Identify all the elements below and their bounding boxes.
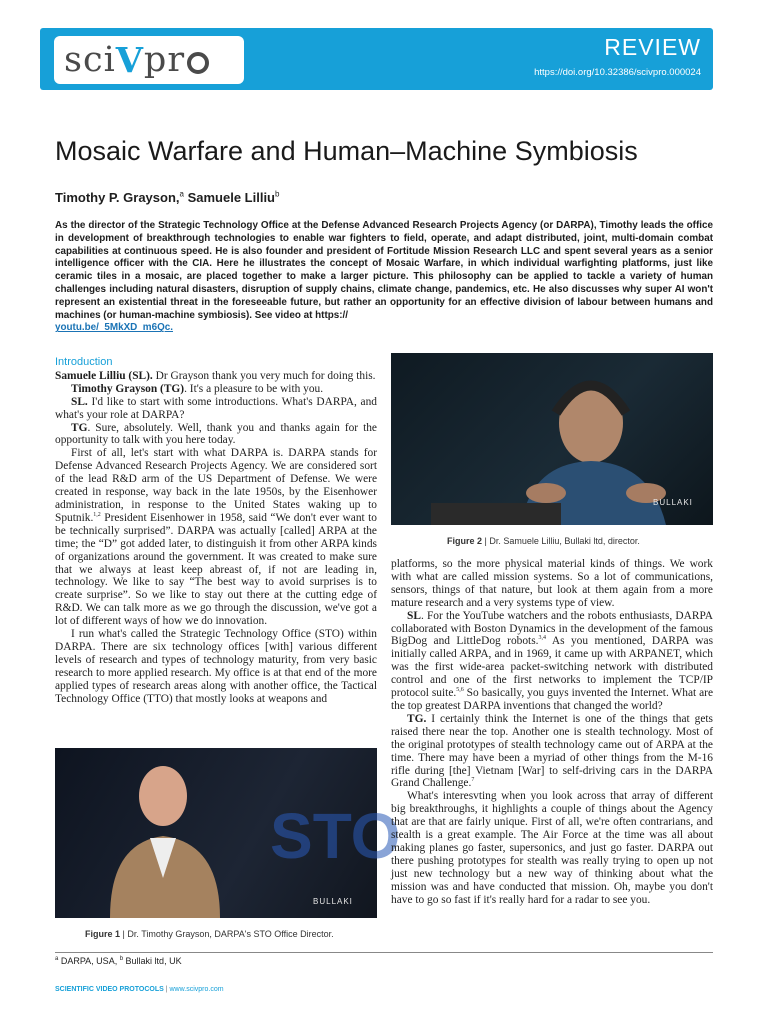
hand [526,483,566,503]
affil-text: DARPA, USA, [58,956,120,966]
page-footer [55,986,224,993]
left-column [55,356,377,705]
paragraph [55,383,377,396]
figure-label: Figure 2 [447,536,483,546]
header-banner [40,28,713,90]
figure-2-image [391,353,713,525]
citation[interactable]: 1,2 [93,512,101,519]
citation[interactable]: 5,6 [456,687,464,694]
paragraph-text: So basically, you guys invented the Internet. What are the top greatest DARPA inventions that changed the world? [391,687,714,712]
speaker-label: SL. [71,395,88,408]
abstract-text: As the director of the Strategic Technology Office at the Defense Advanced Research Projects Agency (or DARPA), Timothy leads the office in development of breakthrough technologies to enable war fighters to field, operate, and adapt distributed, joint, multi-domain combat capabilities at continuous speed. He is also founder and president of Fortitude Mission Research LLC and spent several years as a senior intelligence officer with the CIA. Here he illustrates the concept of Mosaic Warfare, in which individual warfighting platforms, just like ceramic tiles in a mosaic, are placed together to make a larger picture. This philosophy can be applied to tackle a variety of human challenges including natural disasters, disruption of supply chains, climate change, pandemics, etc. He also discusses why super AI won't represent an existential threat in the foreseeable future, but rather an opportunity for an effective division of labour between humans and machines (or human-machine symbiosis). See video at https:// [55,220,713,321]
paragraph-text: . For the YouTube watchers and the robots enthusiasts, DARPA collaborated with Boston Dynamics in the development of the famous BigDog and LittleDog robots. [391,609,713,648]
paragraph [391,713,713,790]
website-link[interactable]: www.scivpro.com [169,986,224,993]
person-head [139,766,187,826]
journal-name: SCIENTIFIC VIDEO PROTOCOLS [55,986,164,993]
paragraph [55,422,377,448]
article-title: Mosaic Warfare and Human–Machine Symbiosis [55,136,638,166]
desk [431,503,561,525]
watermark: BULLAKI [313,897,353,906]
author-grayson: Timothy P. Grayson, [55,190,180,205]
paragraph-text: As you mentioned, DARPA was initially called ARPA, and in 1969, it came up with ARPANET, which was the first wide-area packet-switching network with distributed control and one of the first networks to implement the TCP/IP protocol suite. [391,635,713,700]
affiliation-footnote [55,956,182,966]
figure-2-photo [391,353,713,525]
paragraph [55,628,377,705]
author-affil-a: a [179,189,184,199]
speaker-label: TG [71,421,88,434]
citation[interactable]: 3,4 [538,635,547,642]
affil-text: Bullaki ltd, UK [123,956,182,966]
video-link[interactable]: youtu.be/_5MkXD_m6Qc. [55,322,173,334]
paragraph-text: . It's a pleasure to be with you. [184,382,324,395]
paragraph [55,447,377,628]
logo-text-v: V [115,39,144,81]
speaker-label: Timothy Grayson (TG) [71,382,185,395]
speaker-label: SL [407,609,421,622]
footnote-divider [55,952,713,953]
speaker-label: TG. [407,712,427,725]
logo-text-pr: pr [143,40,186,80]
paragraph [391,790,713,906]
paragraph [55,370,377,383]
section-label: REVIEW [604,34,701,60]
figure-1-caption [85,929,334,939]
watermark: BULLAKI [653,498,693,507]
section-heading-introduction: Introduction [55,356,113,368]
paragraph-text: platforms, so the more physical material kinds of things. We work with what are called mission systems. So a lot of communications, sensors, things of that nature, but look at them again from a more mature research and a very systems type of view. [391,558,713,609]
figure-1-image [55,748,401,918]
paragraph-text: . Sure, absolutely. Well, thank you and thanks again for the opportunity to talk with you here today. [55,421,377,447]
paragraph-text: First of all, let's start with what DARPA is. DARPA stands for Defense Advanced Research Projects Agency. We are considered sort of the lead R&D arm of the US Department of Defense. We were created in response, way back in the late 1950s, by the Eisenhower administration, in response to the United States waking up to Sputnik. [55,447,377,524]
right-column [391,558,713,906]
figure-1-photo [55,748,401,918]
scivpro-logo[interactable] [54,36,244,84]
citation[interactable]: 7 [471,777,475,784]
paragraph [55,396,377,422]
abstract [55,220,713,335]
figure-label: Figure 1 [85,929,121,939]
paragraph-text: I'd like to start with some introductions. What's DARPA, and what's your role at DARPA? [55,395,377,421]
author-affil-b: b [275,189,280,199]
affil-marker: b [119,956,124,962]
author-line [55,190,279,205]
caption-text: | Dr. Samuele Lilliu, Bullaki ltd, director. [482,536,640,546]
figure-2-caption [447,536,640,546]
footer-separator: | [163,986,170,993]
paragraph [391,610,713,713]
affil-marker: a [55,956,59,962]
sto-sign: STO [270,800,401,872]
paragraph-text: I run what's called the Strategic Technology Office (STO) within DARPA. There are six technology offices [with] various different levels of research and types of technology maturity, from very basic research to more applied research. My office is at that end of the more applied types of research areas along with another office, the Tactical Technology Office (TTO) that mostly looks at weapons and [55,628,377,705]
author-lilliu: Samuele Lilliu [183,190,275,205]
paragraph-text: Dr Grayson thank you very much for doing this. [152,369,376,382]
logo-o-icon [187,52,209,74]
paragraph-text: I certainly think the Internet is one of the things that gets raised there near the top. Another one is stealth technology. Most of the original prototypes of stealth technology came out of ARPA at the time. There may have been a myriad of other things from the M-16 rifle during [the] Vietnam [War] to self-driving cars in the DARPA Grand Challenge. [391,712,713,790]
speaker-label: Samuele Lilliu (SL). [55,369,153,382]
doi-link[interactable]: https://doi.org/10.32386/scivpro.000024 [534,67,701,78]
paragraph-text: President Eisenhower in 1958, said “We don't ever want to be technically surprised”. DARPA was actually [called] ARPA at the time; the “D” got added later, to distinguish it from other ARPA kinds of organizations around the government. It was created to make sure that we always at least keep abreast of, if not are leading in, technology. We like to say “The best way to avoid surprises is to create surprise”. So we like to stay out there at the cutting edge of R&D. We can talk more as we go through the discussion, we've got a lot of different ways of how we do innovation. [55,511,377,628]
logo-text-sci: sci [64,40,116,80]
paragraph [391,558,713,610]
paragraph-text: What's interesvting when you look across that array of different big breakthroughs, it highlights a couple of things about the Agency that are that are fairly unique. First of all, we're often contrarians, and stealth is a great example. The Air Force at the time was all about making planes go faster, supersonics, and just go faster. DARPA out there pushing prototypes for stealth was really trying to open up not just new technology but a new way of thinking about what the mission was and have conducted that mission. Oh, maybe you don't have to go so fast if it's really hard for a radar to see you. [391,790,713,906]
caption-text: | Dr. Timothy Grayson, DARPA's STO Office Director. [120,929,334,939]
